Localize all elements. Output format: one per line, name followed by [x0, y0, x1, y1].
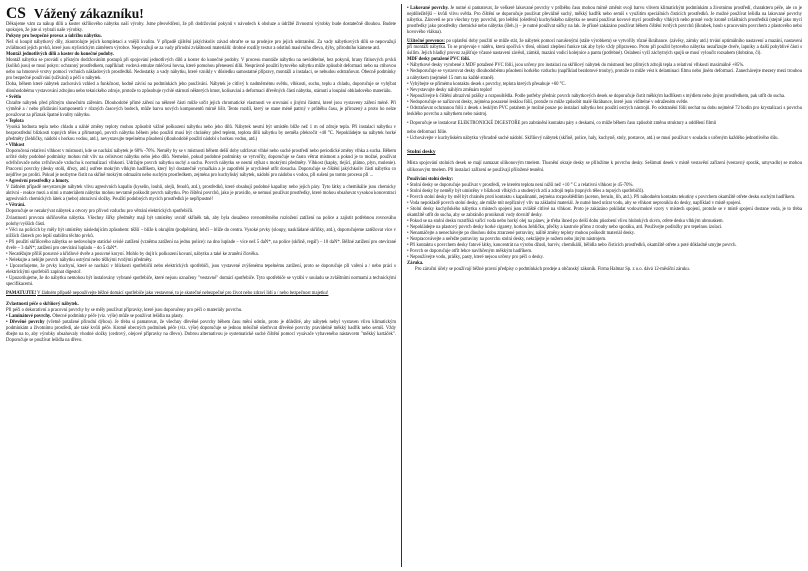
light-section: • Světlo Chraňte nábytek před přímým slunečním zářením. Dlouhodobé přímé záření na některé části může určit jejich chromatické vlastnosti ve srovnání s jinými částmi, které jsou vystaveny záření méně. Při výměně a / nebo přidávání komponentů v různých časových bodech, může barva nových komponentů mírně lišit. Tento rozdíl, který se stane méně patrný v průběhu času, je přirozený a proto ho nelze považovat za příznak špatné kvality nábytku. [6, 94, 396, 118]
bullet-item: • Při použití skříňového nábytku se nedovolujte statické svislé zatížení (vzněmu zatížení na jednu police): na dno luplade – více než 5 daN*, na police (skříně, regáľ) – 10 daN*. Běžné zatížení pro otevírané dveře – 3 daN*; zatížení pro otevírání lupladu – do 5 daN*. [6, 239, 396, 251]
laminate-heading: • Laminátové povrchy. [6, 314, 52, 320]
guarantee-text: Pro záruční účely se používají běžné pravní předpisy o podmínkách prodeje a občanský zákoník. Firma Halmar Sp. z o.o. dává 12-měsíční záruku. [415, 267, 690, 273]
aggressive-heading: • Agresivní prostředky a hmoty. [6, 179, 70, 185]
right-column [407, 6, 802, 273]
humidity-section: • Vlhkost Doporučená relativní vlhkost v místnosti, kde se nachází nábytek je 60% -70%. Neměly by se v místnosti během delší doby udržovat vlhké nebo suché prostředí nebo periodické změny vlhka a sucha. Během určité doby podobné podmínky mohou mít vliv na celistvost nábytku nebo jeho dílů. Nemelné, pokud podobné podmínky se vytvořily, doporučuje se často větrat místnost a pokud je to možné, používat odvlhčovače nebo zvlhčovače vzduchu k normalizaci vlhkosti. Udržujte povrch nábytku suchý a suchu. Povrch nábytku se nesmí stýkat s mokrými předměty. Vlhkost (kapky, tlející, plátno, plyn, mulenie). Pracovní povrchy (desky stolů, dřezy, atd.) ostřete mokrým vlhkým hadříkem, který byl dostatečně vymačkán a je zapotřebí je urychleně utřít dosucha. Doporučuje se čištění jakýchkoliv částí nábytku co nejdříve po proliti. Pokud je nezbytne čistit na skříně mokrým odmazím nebo suchým prostředkem, zejména pro kuchyňský nábytek, nádobí pro nádobu s vodou, při sušení po tomto procesu při ... [6, 142, 396, 179]
humidity-heading: • Vlhkost [6, 142, 25, 148]
greeting: Vážený zákazníku! [33, 6, 144, 21]
usage-heading: Používání stolní desky: [407, 176, 454, 182]
bullet-item: • Upozorňujeme, že prvky kuchyní, které se nachází v blízkosti spotřebičů nebo elektrických spotřebiči, jsou vystavené zvýšenému tepelnému zatížení, proto se doporučuje při vaření a / nebo práci s elektrickými spotřebiči zapínat digestoř. [6, 263, 396, 275]
general-conditions: Doba, během které nábytek zachovává vzhled a funkčnost, hodně závisí na podmínkách jeho používání. Nábytek je citlivý k nadměrnému světlu, vlhkosti, suchu, teplu a chladu, doporučuje se vyhýbat dlouhodobému vystavování zdrojinu nebo teknického zdroje, protože to způsobuje rychlé stárnutí některých hmot, kolísavání a deformaci dřevěných částí nábytku, stárnutí a loupání obkladového materiálu. [6, 82, 396, 94]
column-divider [401, 4, 402, 567]
bullet-item: • Stolní desky by neměly být umístěny v blízkosti vlhkých a studených zdí a zdrojů tepla (topných těles a topných spotřebičů). [407, 188, 645, 194]
page-title [6, 6, 396, 21]
bullet-item: • Vyhýbejte se přímému kontaktu desek s povrchy, teplota kterých přesahuje +60 °C. [407, 81, 566, 87]
aggressive-section: • Agresivní prostředky a hmoty. V žádném případě nevystavujte nábytek vlivu agresivních kapalin (kyselin, louhů, olejů, fenolů, atd.), prostředků, které obsahují podobné kapaliny nebo jejich páry. Tyto látky a chemikálie jsou chemicky aktivní - reakce mezi a nimi a materiálem nábytku mohou nevratně poškodit povrch nábytku. Pro čištění povrchů, jako je pravidlo, se nemusí používat prostředky, které mohou obsahovat vysokou koncentraci agresivních chemických látek a (nebo) abrazivní složky. Použití podobných mycích prostředků je nepřípustné! [6, 179, 396, 203]
bullet-item: • Stolní desky se doporučuje používat v prostředí, ve kterém teplota není nižší než +10 ° C a relativní vlhkost je 45-70%. [407, 182, 634, 188]
left-column [6, 6, 396, 344]
bullet-item: • Nedoporučuje se vystavovat desky dlouhodobému působení horkého vzduchu (například bezdotové trouby), protože to může vést k delaminaci filmu nebo jiném deformaci. Zanechávejte mezery mezi troubou a nábytkem (nejméně 15 mm na každé straně). [407, 69, 802, 81]
temperature-section: • Teplota Vysoká hodnota tepla nebo chladu a náhlé změny teploty mohou způsobit vážné poškození nábytku nebo jeho dílů. Nábytek nesmí být umístěn blíže než 1 m od zdroje tepla. Při instalaci nábytku v bezprostřední blízkosti topných těles a přímotopů, povrch nábytku během jeho použití musí být chráněny před teplem, teplota dílů nábytku by neměla překročit +40 °C. Nepokládejte na nábytek horké předměty (žehličky, nádobí s horkou vodou, atd.), nevystavujte tepelnému působení (dlouhodobě použití nádobí s horkou vodou, atd.) [6, 118, 396, 142]
bullet-item: • Při kontaktu s povrchem desky fatové látky, koncentrát na výrobu džusů, barviv, chemikálií, bělidla nebo čisticích prostředků, okamžitě otřete a poté důkladně umyjte povrch. [407, 243, 737, 249]
ventilation-heading: • Větrání. [6, 203, 26, 209]
tops-section: Místa spojování stolních desek se mají namazat silikonovým tmelem. Tlusnění okraje desky se přiložíme k povrchu desky. Sešimutí desek v místě vestavění zařízení (vestavný sporák, umyvadlo) se mohou silikonovým tmelem. Při instalaci zařízení se používají přiložené tesnění. [407, 161, 802, 173]
care-heading: Zvlastnosti péče o skříňový nábytek. [6, 302, 79, 308]
language-code: CS [6, 5, 26, 22]
bullet-item: • Uchovávejte v kuchyňském nábytku výhradně suché nádobí. Skříňový nábytek (skříně, police, haly, kuchyně, stoly, postavce, atd.) se musí používat v souladu s určeným každého jednotlivého dílu. [407, 135, 779, 141]
wood-heading: • Dřevěné povrchy [6, 320, 45, 326]
bullet-item: • Nepokládejte na plastový povrch desky horké cigarety, horkou žehličku, přečky a kastrole přímo z trouby nebo sporáku, atd. Používejte podložky pro tepelnou izolaci. [407, 224, 723, 230]
bullet-item: • Nepoužívejte k čištění abrazivní prášky a rozpouštědla. Podle potřeby předníc povrch nábytkových desek se doporučuje čistit měkkým hadříkem s mýdlem nebo jiným prostředkem, pak utřít do sucha. [407, 93, 786, 99]
care-section: Zvlastnosti péče o skříňový nábytek. Při péči o dekorativní a pracovní povrchy by se měly používat přípravky, které jsou doporučeny pro péči o materiály povrchu. [6, 302, 243, 314]
bullet-item: • Nedoporučuje se nařizovat desky, zejména posazené lesklou fólií, protože to může způsobit malé škrábance, které jsou viditelné v odraženém světle. [407, 99, 689, 105]
bullet-item: • Stolní desky kuchyňského nábytku s místech spojení jsou zvláště citlivé na vlhkost. Proto je zakázáno pokládat vodou/mokré vzory v místech spojení, protože se v místě spojení dostane voda, je to třeba okamžitě utřít do sucha, aby se zabránilo proniknutí vody dovnitř desky. [407, 206, 802, 218]
bullet-item: • Pokud se na stolní desku rozstřiká vařící voda nebo horký olej na pánev, je třeba ihned po delší dobu působení vlivu hlubokých skvrn, otřete desku vlhkým ubrouskem. [407, 218, 724, 224]
safety-heading: Pokyny pro bezpečné provoz a údržbu nábytku. [6, 34, 102, 40]
bullet-item: • Nevystavujte desky náhlým změnám teplot! [407, 87, 493, 93]
lacquer-section: • Lakované povrchy. Je nutné si pamatovat, že veškeré lakované povrchy v průběhu času mohou mírně změnit svoji barvu vlivem klimatickým podmínkám a životnímu prostředí, charakteru péče, ale co je nejdůležitější – kvůli vlivu světla. Pro čištění se doporučuje používat převážně suchý, měkký hadřík nebo semiš s využitím speciálních čisticích prostředků. Je možné používat lešidla na lakované povrchy nábytku. Zároveň se pro všechny typy povrchů, pro leštění (ošetření) kuchyňského nábytku se nesmí používat kovové mycí prostředky vlhkých nebo prosté vody kromě zvláštních prostředků (stejně jako mycí prostředky jako prostředky chemické nebo nábytku (šleh.)) – je nutné používat sáčky na lak. Je přísně zakázáno používat během čištění tvrdých povrchů (škrabek, houb s pracovním povrchem z plastového nebo kovového vlákna). [407, 6, 803, 36]
assembly-section: Montáž jednotlivých dílů a koster do konečné podoby. Montáž nábytku se provádí s přísným dodržováním postupů při spojování jednotlivých dílů a koster do konečné podoby. V procesu montáže nábytku na nevidětelné, bez pokynů, hrany fitinových prvků (kolíků jsou) se musí pokyn: ochranný prostředkem, například: vodová emulze mléčová hovna, které pomohou přenesení dílů. Nesprávně použití bytového nábytku může způsobit deformaci nebo na ctihovou nebo na hmotové vrstvy pomocí vrchních nákladových prostředků. Nedostatky a vady nábytku, které vznikly v důsledku samostatné přípravy, montáži a instalaci, se nebudou odstraňovat. Obecně podmínky pro bezpečné používání (užívání) a péči o nábytek. [6, 52, 396, 82]
lacquer-heading: • Lakované povrchy. [407, 6, 449, 11]
bullet-item: • Nenamáčejte a nenechávejte po dlouhou dobu ztrarzené potraviny, nálitě změny teploty mohou poškodit materiál desky. [407, 231, 635, 236]
prevention-section: Užitečné prevence: po uplatění doby použití se může stát, že nábytek pomocí narušenými (stále výrobkem) se vytvořily různé škrábance. (závěsy, zámky atd.) trvání optimálního nastavení a mazání, nastavení při montáži nábytku. To se projevuje v nátěru, která spočívá v tření, oblasti zlepšení funkce tak aby bylo vždy připraveno. Proto při použití bytového nábytku nezařizujte dveře, lapníky a další pohyblivé části s úsilím. Jejich hladký provoz zajišťuje včasné nastavení závěsů, zámků, mazání vodicí kolejnice a pantu (potřebné). Oslabení vyží záchytných spojů se musí vyloučit rozsahem (dobráno, či). [407, 39, 803, 57]
bullet-item: • Voda nepokladě povrch stolní desky, ale může mít nepříznivý vliv na základní materiál. Je nutné hned utírat vodu, aby se vlhkost nepronikla do desky, například v místě spojení. [407, 200, 742, 206]
safety-section: Pokyny pro bezpečné provoz a údržbu nábytku. Než si koupit nábytkový díly, zkontrolujte jejich kompletaci a vnější kvalitu. V případě zjištění jakýchkoliv závad obraťte se na prodejce pro jejich odstranění. Za vady nábytkových dílů se nepovažují zvláštnosti jejich prvků, které jsou stylistickým záměrem výrobce. Nepovažují se za vady přirodní zvláštnosti materiálů: drobné rozdíly textur a odstínů masivního dřeva, dýhy, přírodního kámene atd. [6, 34, 396, 52]
laminate-section: • Laminátové povrchy. Obecné podmínky péče (viz. výše) může se používat lešidla na plasty. [6, 314, 184, 320]
bullet-item: • Nelekujte a nebijte povrch nábytku ostrými nebo těžkými tvrdými předměty. [6, 257, 153, 263]
guarantee-heading: Záruka. [407, 261, 424, 267]
bullet-item: • Odstraňovat ochrannou fólii z desek s lesklým PVC potahem je možné pouze po instalaci nábytku bez použití ostrých nástrojů. Po odstranění fólii nechat na dobu nejméně 72 hodin pro krystalizaci s povrchu lesklého povrchu a nábytkem nebo nástroj. [407, 105, 802, 117]
warning-label: PAMATUJTE! [6, 291, 37, 297]
assembly-heading: Montáž jednotlivých dílů a koster do konečné podoby. [6, 52, 114, 58]
temperature-heading: • Teplota [6, 118, 24, 124]
bullet-item: • Nezpracovávejte a neřežte potraviny na povrchu stolní desky, nekrájejte je nožem nebo jiným nástrojem. [407, 237, 607, 243]
warning-notice: PAMATUJTE! V žádném případě nepoužívejte běžné domácí spotřebiče jako vestavené, to je skutečné nebezpečné pro život nebo zdraví lidí a / nebo bezpečnost majetku! [6, 291, 329, 297]
cabinet-usage: Zvlastnosti provozu skříňového nábytku. Všechny šířky předměty mají být umístěny uvnitř skříněk tak, aby byla dosaženo rovnoměrného rozložení zatížení na police a zajistit potřebnou rovnováhu polohy/vyšších částí. [6, 215, 396, 227]
ventilation-section: • Větrání. Doporučuje se nezakrývat nábytek a otvory pro přívod vzduchu pro větrání elektrických spotřebičů. [6, 203, 194, 215]
tops-heading: Stolní desky [407, 148, 436, 155]
bullet-continuation: nebo deformaci fólie. [407, 129, 448, 135]
bullet-item: • Povrch se doporučuje otřít lehce navlhčeným měkkým hadříkem. [407, 249, 533, 255]
bullet-item: • Povrch stolní desky by měl být chráněn proti kontaktu s kapalinami, zejména rozpouštědlům (aceton, benzín, lih, atd.). Při náhodném kontaktu tekutiny s povrchem okamžitě otřete desku suchým hadříkem. [407, 194, 796, 200]
wood-section: • Dřevěné povrchy (včetně potažené přírodní dýhou). Je třeba si pamatovat, že všechny dřevěné povrchy během času mění odstín, proto je důležité, aby nábytek nebyl vystaven vlivu klimatickým podmínkám a životnímu prostředí, ale také kvůli péče. Kromě obecných podmínek péče (viz. výše) doporučuje se jednou měsíčně ošetřovat dřevěné povrchy pravidelně měkký hadřík nebo semiš. Vždy dbejte na to, aby výrobky obsahovaly vhodné složky (cedrový, olejové přípravky na dřevo). Dobrou alternativou je systematické suché čištění pomocí vysávače vybaveného nástavcem "měkký kartáček". Doporučuje se používat lešidla na dřevo. [6, 320, 396, 344]
bullet-item: • Upozorňujeme, že do nábytku nemohou být instalovány vybrané spotřebiče, které nejsou označeny "vestavné" domácí spotřebiče. Tyto spotřebiče se vyrábí v souladu se zvláštními normami a technickými specifikacemi. [6, 275, 396, 288]
bullet-item: • Nepoužívejte vodu, prášky, pasty, které nejsou určeny pro péči o desky. [407, 255, 544, 261]
prevention-label: Užitečné prevence: [407, 39, 445, 45]
bullet-item: • Doporučuje se instalovat ELEKTRONICKÉ DIGESTOŘE pro zabránění kontaktu páry s deskami, co může během času způsobit změnu struktury a oddělení filmů [407, 120, 717, 126]
mdf-section: MDF desky potažené PVC fólií. • Nábytkové desky vyrobené z MDF potažené PVC fólií, jsou určeny pro instalaci na skříňový nábytek do místností bez přímých zdrojů tepla a relativní vlhkosti maximálně +85%. [407, 57, 745, 69]
bullet-item: • Necatěžujte přílíš posuvné a křídlové dveře a posuvné koryní. Mohlo by dojít k poškození kovaní, nábytku a také ke zranění člověka. [6, 251, 259, 257]
mdf-heading: MDF desky potažené PVC fólií. [407, 57, 470, 63]
bullet-item: • Věci na policích by měly být umístěny následujícím způsobem: těžší – blíže k okrajům (podpěrám), lehčí – blíže do centra. Vysoké prvky (sloupy, nasklädané skříňky, atd.), doporučujeme zatěžovat více v nižších částech pro lepší stabilitu těchto prvků. [6, 227, 396, 239]
light-heading: • Světlo [6, 94, 22, 100]
intro-paragraph: Děkujeme vám za nákup dílů a koster skříňového nábytku naší výroby. Jsme přesvědčeni, že při dodržování pokynů v návodech k obsluze a údržbě živnostní výrobky bude dostatečně dlouhou. Budete spokojen, že jste si vybrali naše výrobky. [6, 22, 396, 34]
